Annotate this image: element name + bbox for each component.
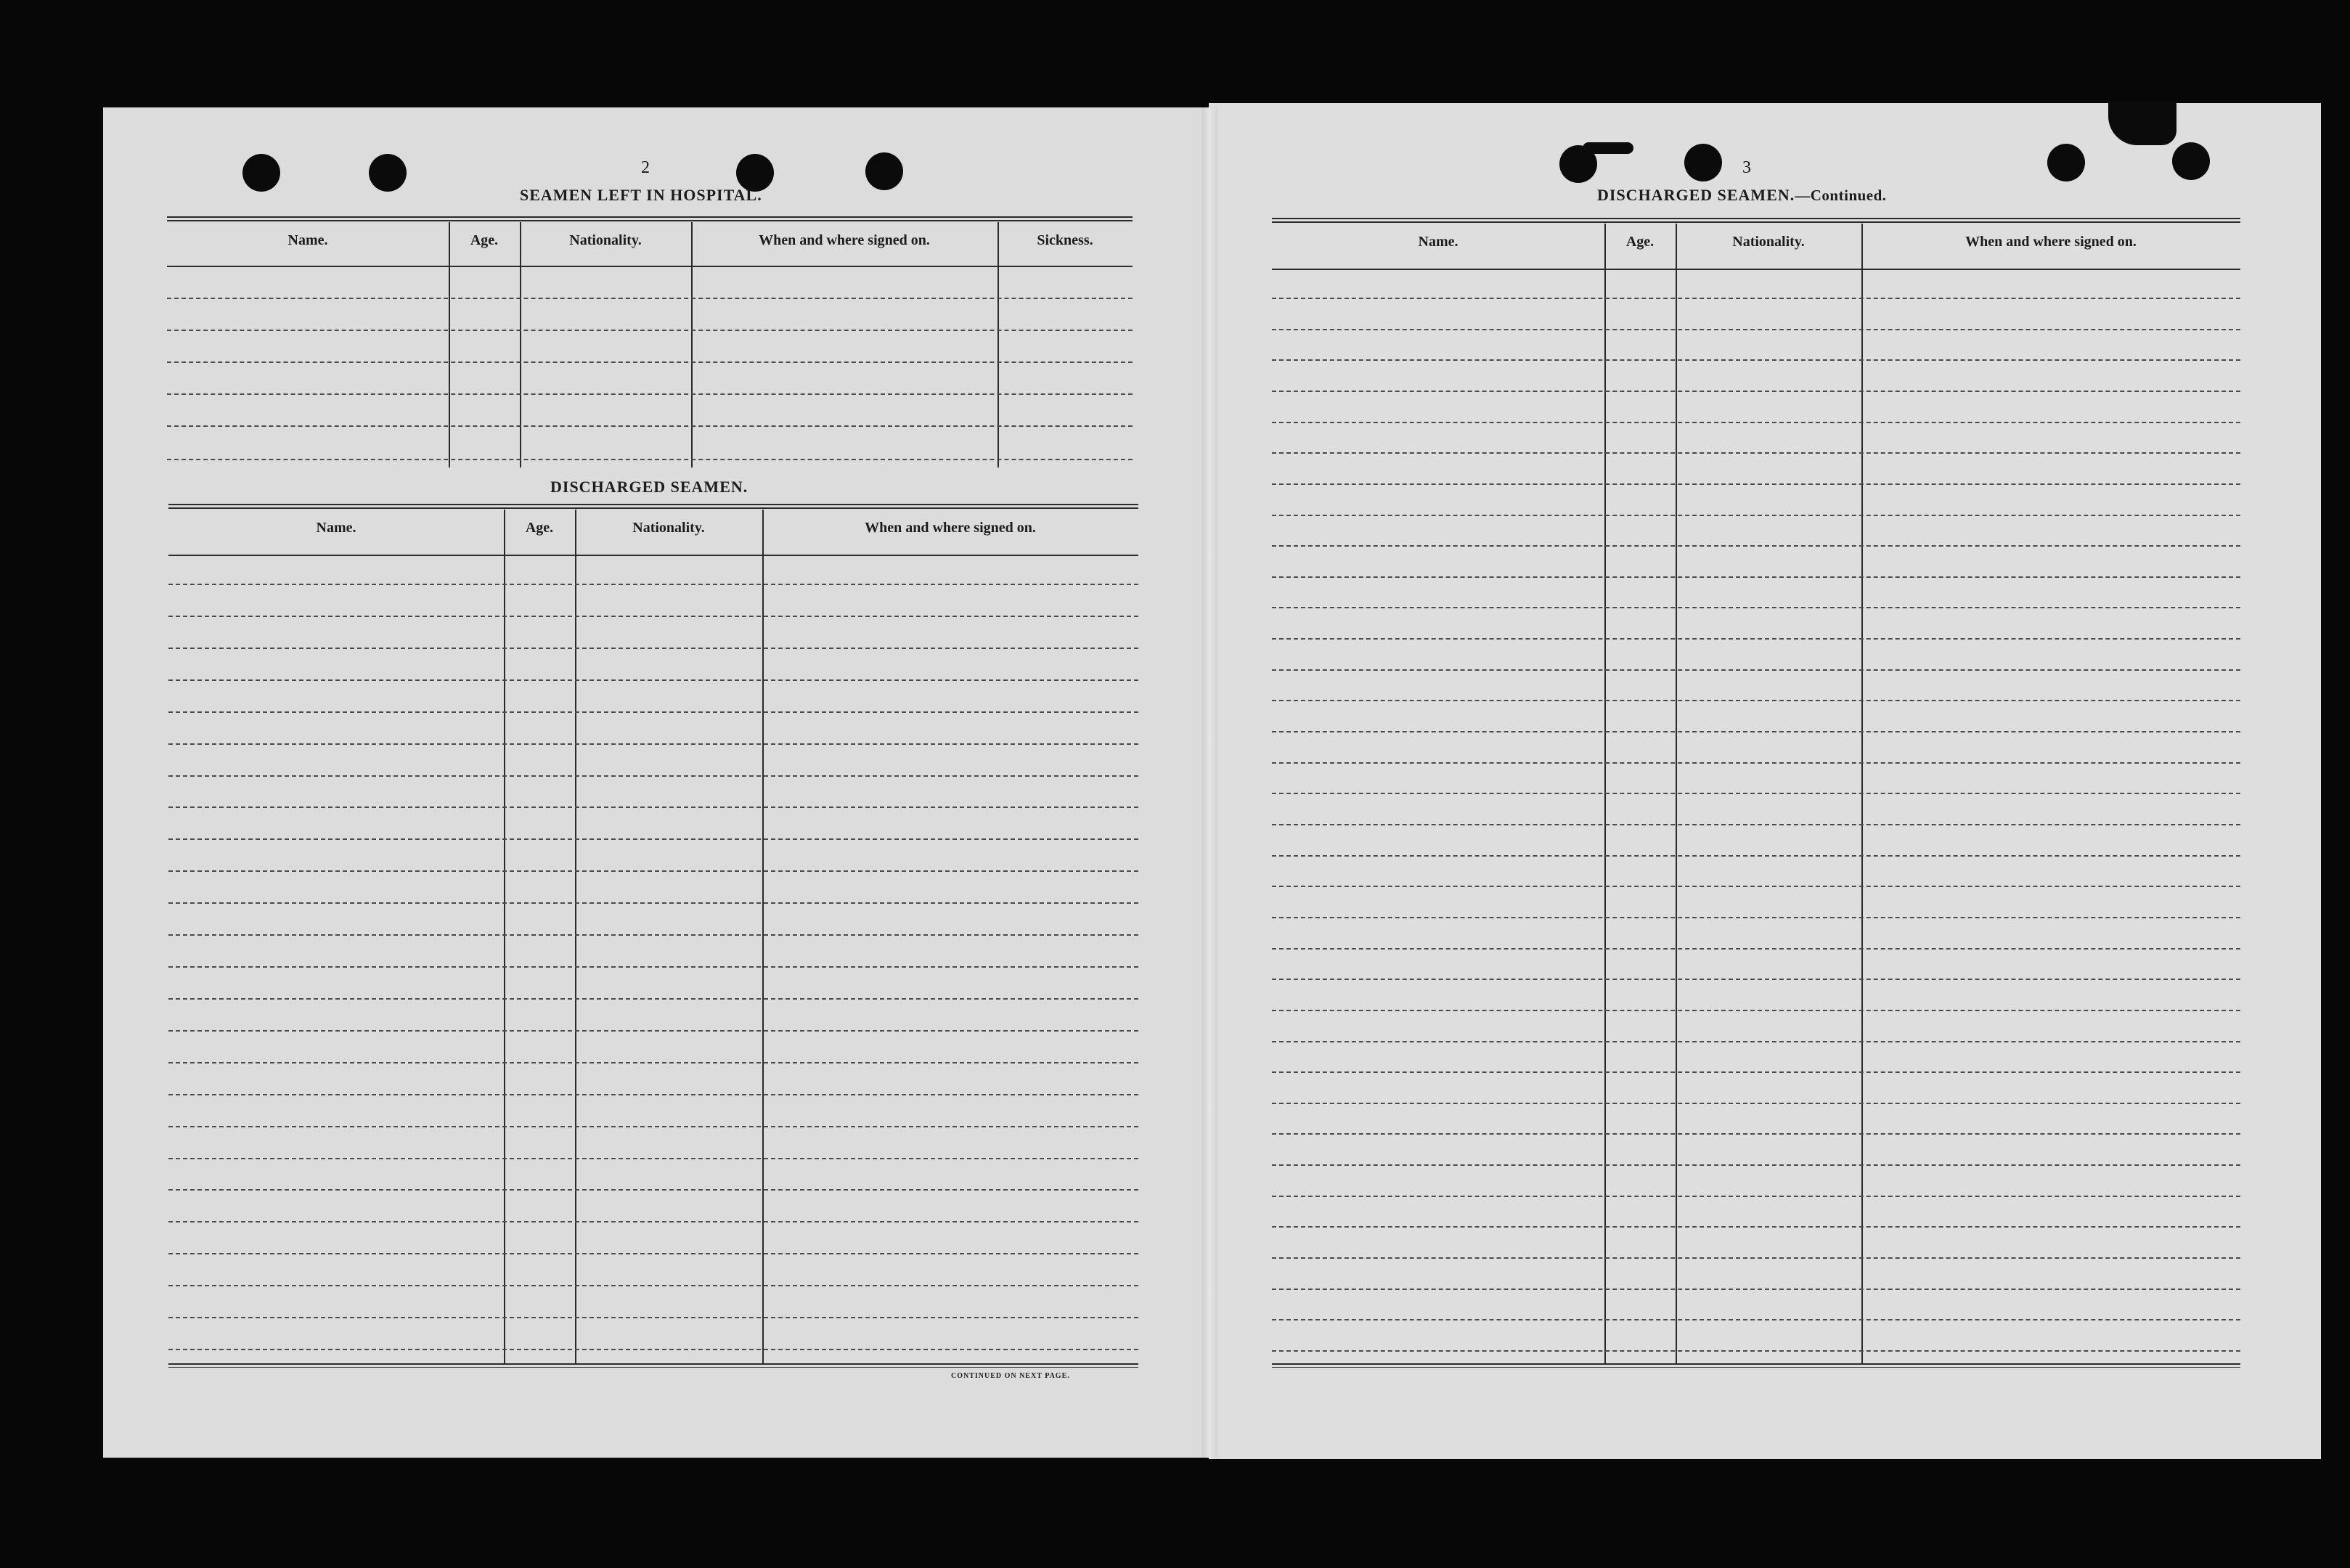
table-row: [168, 679, 1138, 681]
table-row: [1272, 452, 2240, 454]
punch-hole: [865, 152, 903, 190]
table-row: [1272, 329, 2240, 330]
table-row: [168, 616, 1138, 617]
column-header-signed-on: When and where signed on.: [759, 232, 930, 248]
column-header-name: Name.: [316, 520, 356, 536]
table-row: [1272, 824, 2240, 825]
table-row: [168, 807, 1138, 808]
discharged-continued-title: [1597, 186, 1887, 205]
double-rule: [167, 216, 1133, 221]
column-divider: [691, 222, 693, 467]
table-row: [1272, 886, 2240, 887]
hospital-table: [167, 216, 1133, 469]
discharged-table: [168, 504, 1138, 1368]
table-row: [168, 711, 1138, 713]
table-row: [1272, 576, 2240, 578]
table-row: [168, 870, 1138, 872]
table-row: [168, 775, 1138, 777]
punch-hole: [1684, 144, 1722, 181]
column-divider: [575, 510, 576, 1363]
table-row: [167, 425, 1133, 427]
table-row: [1272, 1319, 2240, 1320]
column-header-nationality: Nationality.: [1732, 234, 1805, 250]
page-gutter: [1201, 107, 1217, 1458]
header-underline: [167, 266, 1133, 267]
double-rule: [168, 504, 1138, 509]
table-row: [168, 902, 1138, 904]
torn-corner: [2108, 102, 2176, 145]
column-divider: [504, 510, 505, 1363]
table-row: [1272, 1133, 2240, 1135]
table-row: [168, 998, 1138, 1000]
column-header-nationality: Nationality.: [632, 520, 705, 536]
discharged-continued-table: [1272, 218, 2240, 1368]
torn-corner: [1583, 142, 1633, 154]
table-row: [1272, 638, 2240, 640]
column-header-name: Name.: [1418, 234, 1458, 250]
table-row: [167, 330, 1133, 331]
table-row: [168, 584, 1138, 585]
table-row: [1272, 422, 2240, 423]
header-underline: [168, 555, 1138, 556]
table-row: [1272, 1103, 2240, 1104]
table-row: [168, 1189, 1138, 1191]
table-row: [168, 966, 1138, 968]
table-row: [1272, 1350, 2240, 1352]
table-row: [1272, 298, 2240, 299]
table-row: [1272, 700, 2240, 701]
table-row: [1272, 1226, 2240, 1228]
table-row: [1272, 1010, 2240, 1011]
page-number: 2: [641, 158, 650, 177]
table-row: [1272, 731, 2240, 732]
table-row: [168, 1158, 1138, 1159]
table-row: [168, 648, 1138, 649]
table-row: [1272, 1257, 2240, 1259]
table-row: [1272, 762, 2240, 764]
table-row: [1272, 979, 2240, 980]
table-row: [168, 1062, 1138, 1063]
table-row: [168, 1253, 1138, 1254]
column-divider: [520, 222, 521, 467]
column-header-sickness: Sickness.: [1037, 232, 1093, 248]
bottom-rule: [1272, 1363, 2240, 1368]
table-row: [167, 362, 1133, 363]
double-rule: [1272, 218, 2240, 223]
table-row: [168, 1126, 1138, 1127]
table-row: [1272, 1164, 2240, 1166]
punch-hole: [2047, 144, 2085, 181]
column-header-nationality: Nationality.: [569, 232, 642, 248]
table-row: [1272, 793, 2240, 794]
table-row: [1272, 359, 2240, 361]
table-row: [168, 838, 1138, 840]
title-text: DISCHARGED SEAMEN.: [1597, 186, 1795, 204]
column-divider: [449, 222, 450, 467]
table-row: [167, 393, 1133, 395]
table-row: [1272, 515, 2240, 516]
table-row: [168, 743, 1138, 745]
column-header-age: Age.: [470, 232, 499, 248]
column-header-age: Age.: [1625, 234, 1655, 250]
column-header-signed-on: When and where signed on.: [1965, 234, 2137, 250]
table-row: [1272, 391, 2240, 392]
discharged-section-title: DISCHARGED SEAMEN.: [550, 478, 748, 496]
column-header-signed-on: When and where signed on.: [865, 520, 1036, 536]
table-row: [1272, 1041, 2240, 1042]
column-divider: [762, 510, 764, 1363]
table-row: [168, 1094, 1138, 1095]
table-row: [168, 1349, 1138, 1350]
table-row: [1272, 545, 2240, 547]
table-row: [1272, 669, 2240, 671]
table-row: [1272, 917, 2240, 918]
column-header-age: Age.: [525, 520, 554, 536]
table-row: [1272, 607, 2240, 608]
table-row: [1272, 855, 2240, 857]
table-row: [1272, 1196, 2240, 1197]
table-row: [1272, 948, 2240, 950]
header-underline: [1272, 269, 2240, 270]
punch-hole: [369, 154, 407, 192]
page-number: 3: [1742, 158, 1751, 177]
table-row: [168, 1317, 1138, 1318]
punch-hole: [2172, 142, 2210, 180]
table-row: [167, 298, 1133, 299]
column-divider: [997, 222, 999, 467]
table-row: [168, 934, 1138, 936]
table-row: [1272, 483, 2240, 485]
column-header-name: Name.: [287, 232, 328, 248]
table-row: [1272, 1071, 2240, 1073]
title-suffix: —Continued.: [1795, 187, 1887, 204]
table-row: [168, 1030, 1138, 1032]
continued-note: CONTINUED ON NEXT PAGE.: [951, 1372, 1070, 1380]
table-row: [1272, 1289, 2240, 1290]
table-row: [168, 1221, 1138, 1222]
table-row: [167, 459, 1133, 460]
punch-hole: [242, 154, 280, 192]
table-row: [168, 1285, 1138, 1286]
bottom-rule: [168, 1363, 1138, 1368]
hospital-section-title: SEAMEN LEFT IN HOSPITAL.: [520, 186, 762, 204]
